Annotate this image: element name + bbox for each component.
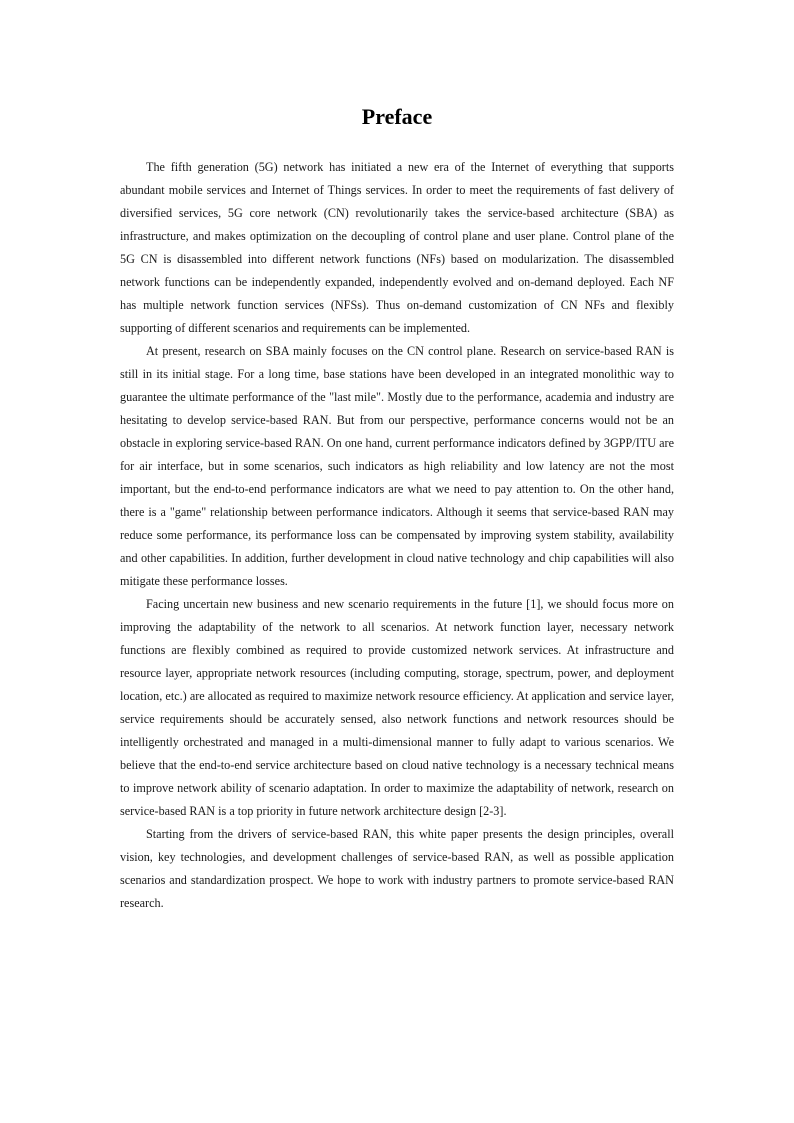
page-title: Preface — [361, 104, 433, 129]
paragraph-white-paper-scope: Starting from the drivers of service-based RAN, this white paper presents the design principles, overall vision, key technologies, and development challenges of service-based RAN, as well as possible application scenarios and standardization prospect. We hope to work with industry partners to promote service-based RAN research. — [120, 827, 674, 910]
preface-body — [120, 156, 674, 915]
paragraph-scenario-adaptability: Facing uncertain new business and new scenario requirements in the future [1], we should focus more on improving the adaptability of the network to all scenarios. At network function layer, necessary network functions are flexibly combined as required to provide customized network services. At infrastructure and resource layer, appropriate network resources (including computing, storage, spectrum, power, and deployment location, etc.) are allocated as required to maximize network resource efficiency. At application and service layer, service requirements should be accurately sensed, also network functions and network resources should be intelligently orchestrated and managed in a multi-dimensional manner to fully adapt to various scenarios. We believe that the end-to-end service architecture based on cloud native technology is a necessary technical means to improve network ability of scenario adaptation. In order to maximize the adaptability of network, research on service-based RAN is a top priority in future network architecture design [2-3]. — [120, 597, 674, 818]
paragraph-service-based-ran-research: At present, research on SBA mainly focuses on the CN control plane. Research on service-based RAN is still in its initial stage. For a long time, base stations have been developed in an integrated monolithic way to guarantee the ultimate performance of the "last mile". Mostly due to the performance, academia and industry are hesitating to develop service-based RAN. But from our perspective, performance concerns would not be an obstacle in exploring service-based RAN. On one hand, current performance indicators defined by 3GPP/ITU are for air interface, but in some scenarios, such indicators as high reliability and low latency are not the most important, but the end-to-end performance indicators are what we need to pay attention to. On the other hand, there is a "game" relationship between performance indicators. Although it seems that service-based RAN may reduce some performance, its performance loss can be compensated by improving system stability, availability and other capabilities. In addition, further development in cloud native technology and chip capabilities will also mitigate these performance losses. — [120, 344, 674, 588]
paragraph-5g-sba-intro: The fifth generation (5G) network has initiated a new era of the Internet of everything that supports abundant mobile services and Internet of Things services. In order to meet the requirements of fast delivery of diversified services, 5G core network (CN) revolutionarily takes the service-based architecture (SBA) as infrastructure, and makes optimization on the decoupling of control plane and user plane. Control plane of the 5G CN is disassembled into different network functions (NFs) based on modularization. The disassembled network functions can be independently expanded, independently evolved and on-demand deployed. Each NF has multiple network function services (NFSs). Thus on-demand customization of CN NFs and flexibly supporting of different scenarios and requirements can be implemented. — [120, 160, 674, 335]
